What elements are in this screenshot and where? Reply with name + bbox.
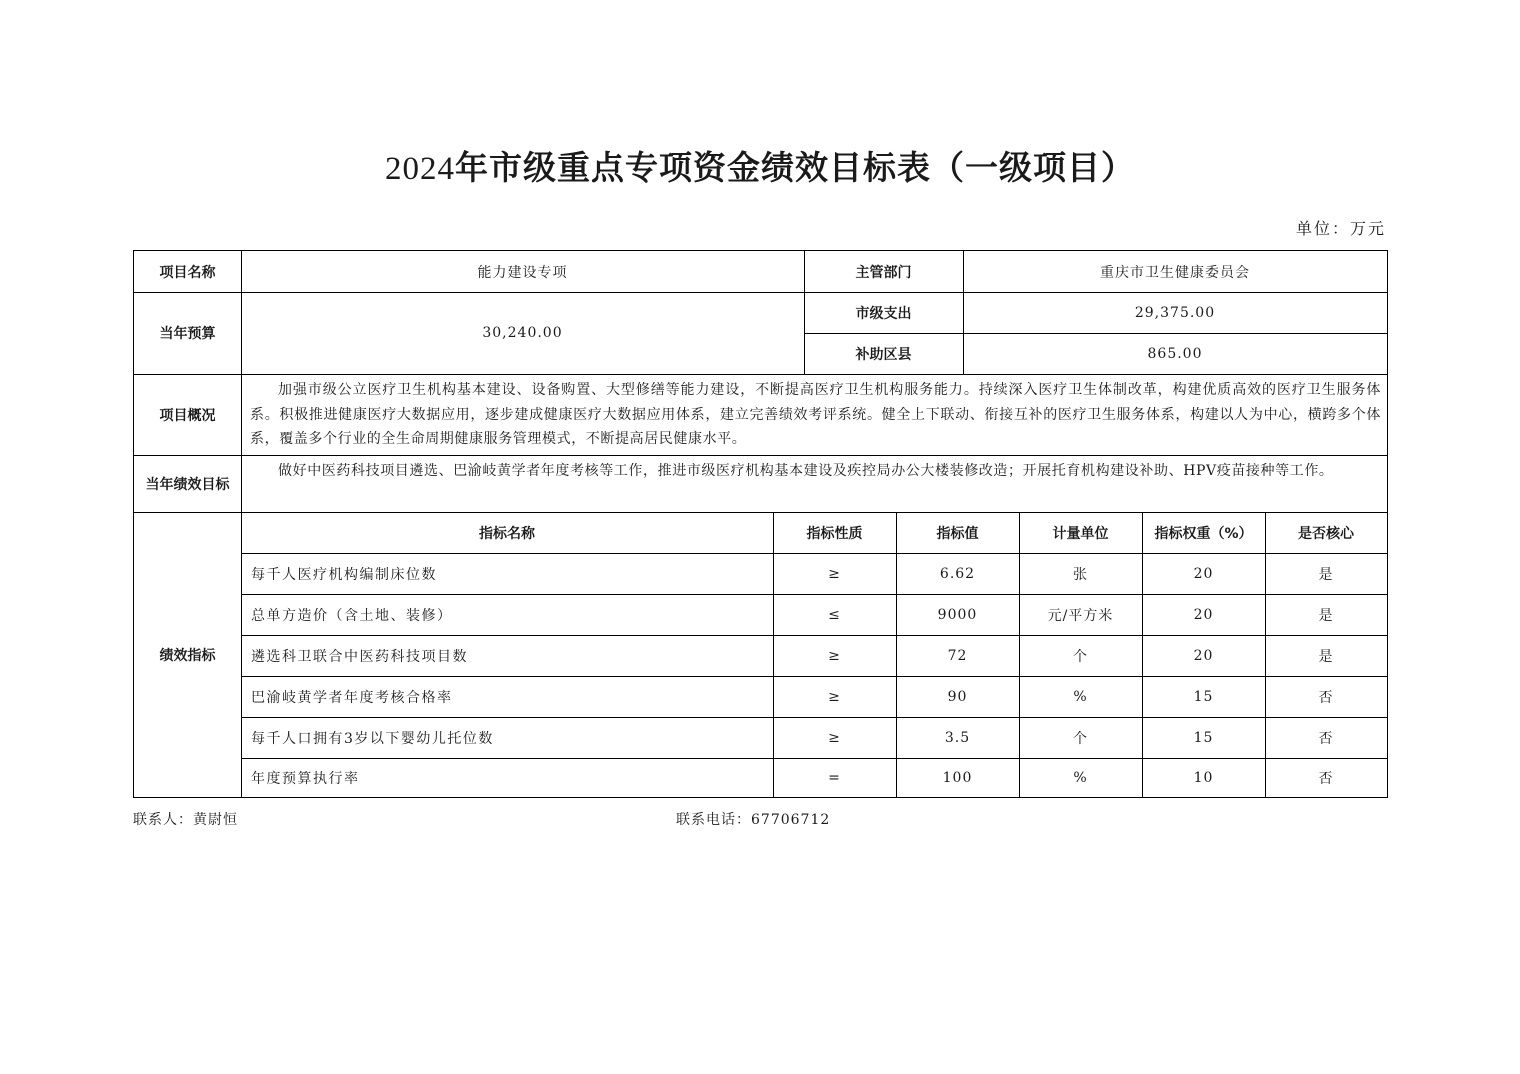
indicator-name: 巴渝岐黄学者年度考核合格率: [251, 689, 453, 706]
budget-label: 当年预算: [159, 326, 216, 342]
indicator-value: 3.5: [944, 729, 971, 746]
goal-text: 做好中医药科技项目遴选、巴渝岐黄学者年度考核等工作，推进市级医疗机构基本建设及疾控局办公大楼装修改造；开展托育机构建设补助、HPV疫苗接种等工作。: [278, 463, 1334, 479]
indicator-weight: 15: [1193, 688, 1214, 705]
indicator-weight: 15: [1193, 729, 1214, 746]
indicator-value: 90: [947, 688, 968, 705]
indicator-value: 72: [947, 647, 968, 664]
project-name-label: 项目名称: [159, 264, 216, 281]
indicator-unit: 个: [1073, 730, 1088, 747]
indicator-nature: ≥: [828, 565, 841, 582]
header-weight: 指标权重（%）: [1154, 525, 1253, 542]
indicator-weight: 10: [1193, 769, 1214, 786]
indicator-nature: ≥: [828, 729, 841, 746]
budget-value: 30,240.00: [482, 325, 563, 341]
county-subsidy-label: 补助区县: [855, 346, 912, 363]
indicator-core: 否: [1318, 770, 1334, 787]
indicator-name: 每千人口拥有3岁以下婴幼儿托位数: [251, 730, 494, 747]
indicator-core: 是: [1318, 648, 1334, 665]
contact-person: 联系人：黄尉恒: [133, 812, 238, 828]
indicator-core: 是: [1318, 607, 1334, 624]
indicator-unit: 张: [1073, 566, 1088, 583]
indicator-unit: 元/平方米: [1047, 607, 1114, 624]
target-table: [133, 250, 1388, 798]
dept-value: 重庆市卫生健康委员会: [1100, 264, 1250, 281]
indicator-nature: ≤: [828, 606, 841, 623]
goal-label: 当年绩效目标: [145, 476, 230, 493]
indicator-core: 否: [1318, 689, 1334, 706]
title-text: 年市级重点专项资金绩效目标表（一级项目）: [455, 148, 1135, 187]
header-nature: 指标性质: [806, 525, 863, 542]
indicator-name: 遴选科卫联合中医药科技项目数: [251, 648, 468, 665]
indicator-name: 年度预算执行率: [251, 770, 360, 787]
header-unit: 计量单位: [1052, 525, 1109, 542]
header-value: 指标值: [936, 525, 979, 542]
indicator-core: 否: [1318, 730, 1334, 747]
indicator-nature: ≥: [828, 647, 841, 664]
page-title: [0, 144, 1520, 193]
header-core: 是否核心: [1298, 525, 1354, 542]
contact-phone: 联系电话：67706712: [676, 812, 831, 828]
indicator-unit: %: [1073, 688, 1088, 705]
indicator-nature: =: [828, 769, 841, 786]
indicator-weight: 20: [1193, 565, 1214, 582]
unit-label: 单位：万元: [1295, 219, 1386, 238]
overview-text: 加强市级公立医疗卫生机构基本建设、设备购置、大型修缮等能力建设，不断提高医疗卫生机构服务能力。持续深入医疗卫生体制改革，构建优质高效的医疗卫生服务体系。积极推进健康医疗大数据应用，逐步建成健康医疗大数据应用体系，建立完善绩效考评系统。健全上下联动、衔接互补的医疗卫生服务体系，构建以人为中心，横跨多个体系，覆盖多个行业的全生命周期健康服务管理模式，不断提高居民健康水平。: [250, 382, 1381, 447]
indicators-label: 绩效指标: [159, 647, 216, 664]
indicator-weight: 20: [1193, 647, 1214, 664]
project-name-value: 能力建设专项: [477, 264, 568, 281]
indicator-name: 每千人医疗机构编制床位数: [251, 566, 437, 583]
county-subsidy-value: 865.00: [1147, 345, 1203, 362]
dept-label: 主管部门: [855, 264, 912, 281]
indicator-value: 6.62: [939, 565, 976, 582]
header-indicator-name: 指标名称: [479, 525, 535, 542]
overview-label: 项目概况: [159, 407, 216, 424]
indicator-nature: ≥: [828, 688, 841, 705]
indicator-name: 总单方造价（含土地、装修）: [251, 607, 453, 624]
city-expense-value: 29,375.00: [1134, 304, 1216, 321]
indicator-value: 100: [942, 769, 973, 786]
city-expense-label: 市级支出: [855, 305, 912, 322]
indicator-unit: 个: [1073, 648, 1088, 665]
indicator-core: 是: [1318, 566, 1334, 583]
indicator-weight: 20: [1193, 606, 1214, 623]
indicator-unit: %: [1073, 769, 1088, 786]
title-year: 2024: [385, 151, 455, 187]
indicator-value: 9000: [937, 606, 978, 623]
